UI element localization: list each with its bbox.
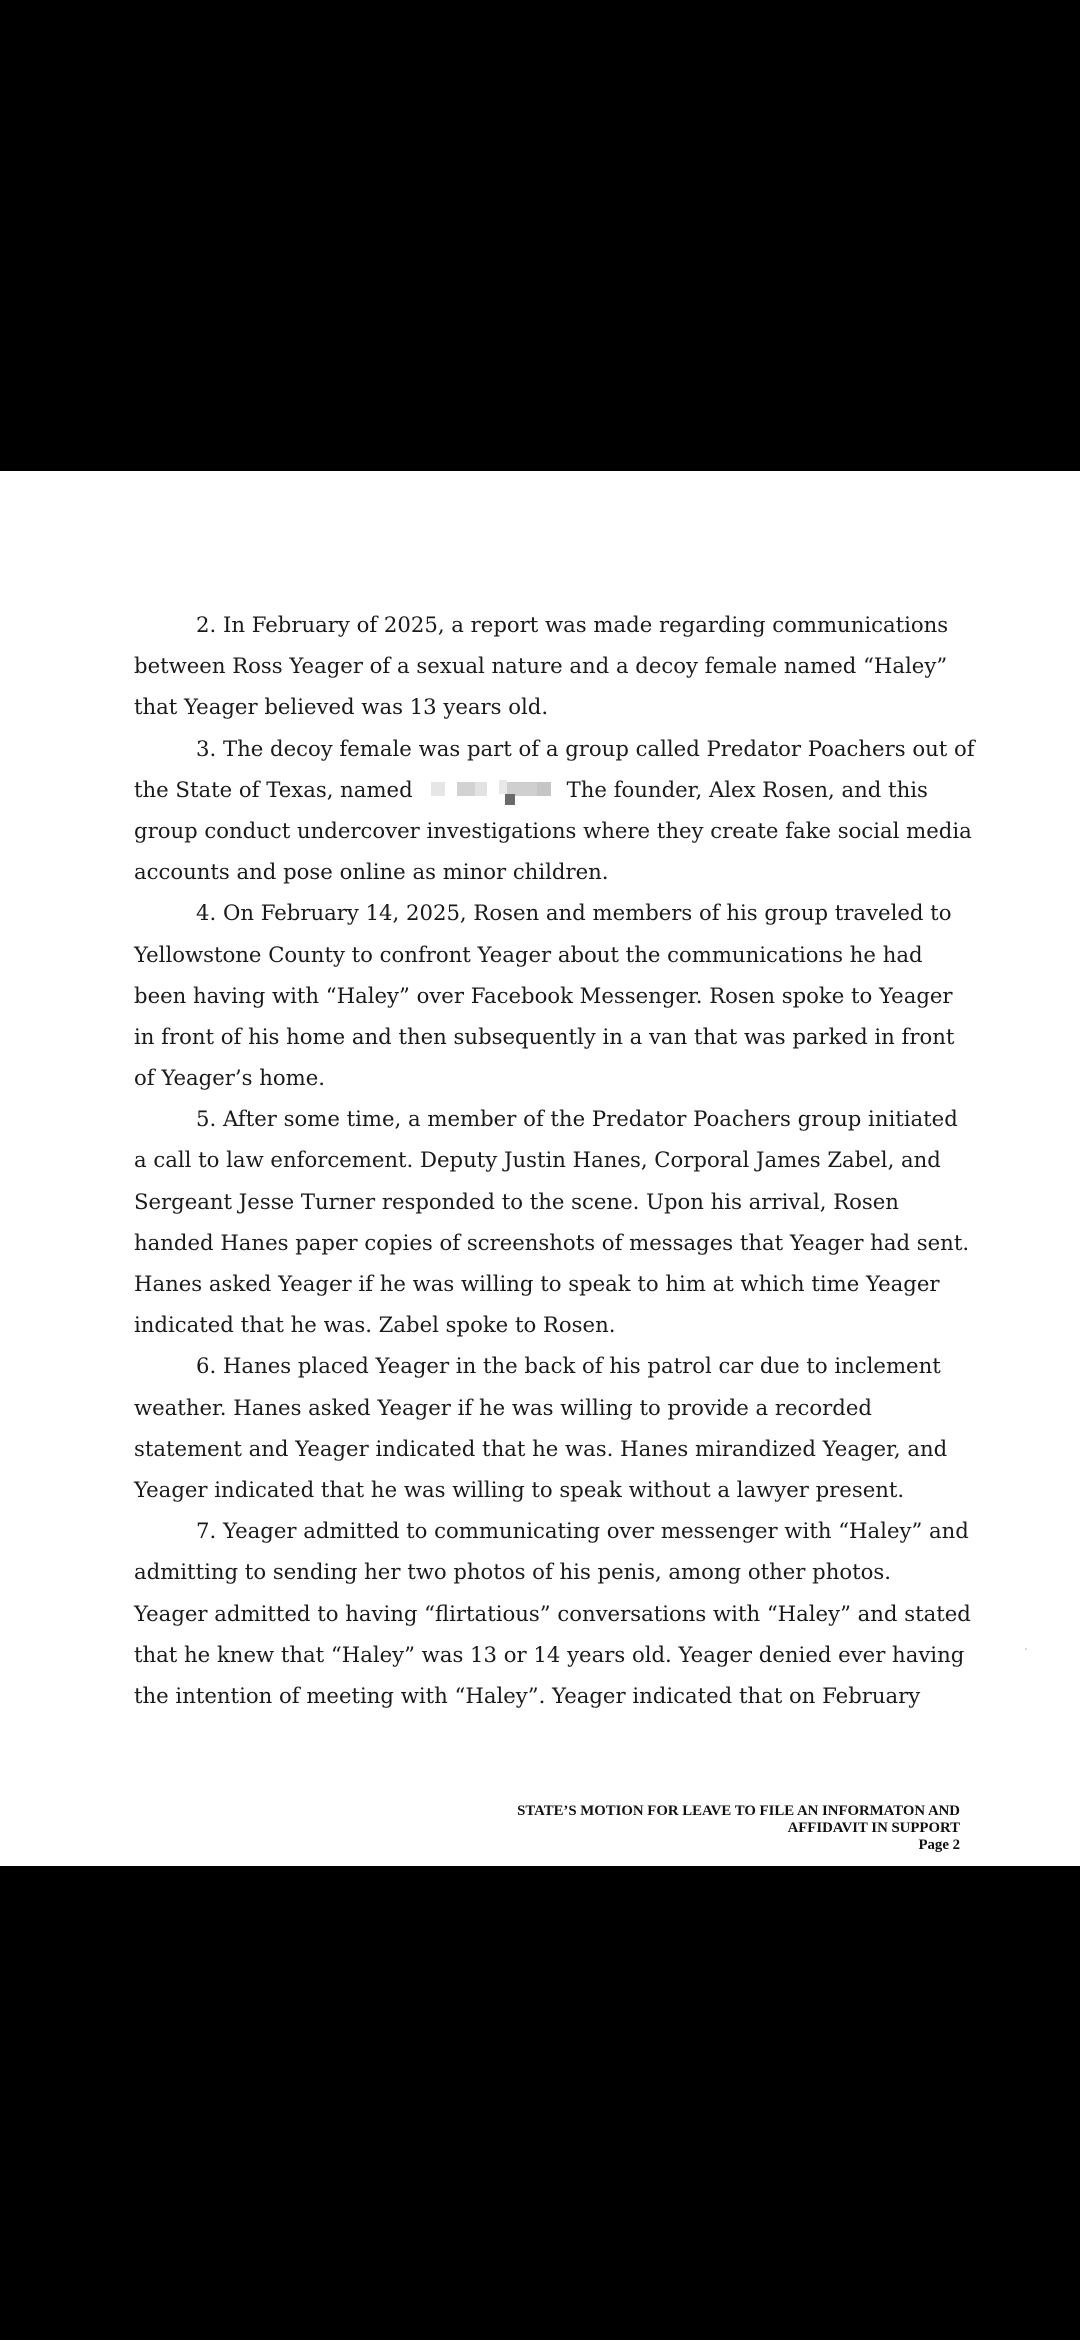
text-line: Yeager indicated that he was willing to speak without a lawyer present. (134, 1476, 905, 1502)
text-line: 3. The decoy female was part of a group called Predator Poachers out of (196, 735, 975, 761)
paragraph-2 (134, 604, 954, 728)
text-line: of Yeager’s home. (134, 1065, 325, 1091)
paragraph-3 (134, 728, 975, 893)
text-line: Sergeant Jesse Turner responded to the scene. Upon his arrival, Rosen (134, 1188, 899, 1214)
document-body (134, 604, 975, 1716)
text-line: indicated that he was. Zabel spoke to Rosen. (134, 1312, 616, 1338)
text-line: 4. On February 14, 2025, Rosen and members of his group traveled to (196, 900, 952, 926)
text-line: weather. Hanes asked Yeager if he was willing to provide a recorded (134, 1394, 872, 1420)
footer-title-line: AFFIDAVIT IN SUPPORT (787, 1820, 960, 1836)
text-line: a call to law enforcement. Deputy Justin Hanes, Corporal James Zabel, and (134, 1147, 941, 1173)
text-line: in front of his home and then subsequently in a van that was parked in front (134, 1023, 955, 1049)
text-line-with-redaction (134, 769, 954, 810)
page-number: Page 2 (918, 1837, 960, 1853)
text-segment: The founder, Alex Rosen, and this (566, 776, 928, 802)
text-line: Yeager admitted to having “flirtatious” conversations with “Haley” and stated (134, 1600, 971, 1626)
text-line: that Yeager believed was 13 years old. (134, 694, 549, 720)
paragraph-6 (134, 1345, 954, 1510)
scan-speck (1025, 1648, 1027, 1650)
text-line: that he knew that “Haley” was 13 or 14 years old. Yeager denied ever having (134, 1641, 965, 1667)
text-line: 2. In February of 2025, a report was made regarding communications (196, 612, 949, 637)
text-line: group conduct undercover investigations where they create fake social media (134, 817, 972, 843)
text-line: between Ross Yeager of a sexual nature and a decoy female named “Haley” (134, 653, 948, 679)
paragraph-5 (134, 1098, 970, 1345)
text-line: Hanes asked Yeager if he was willing to speak to him at which time Yeager (134, 1271, 940, 1296)
document-page (0, 471, 1080, 1866)
page-footer (517, 1803, 960, 1854)
text-line: 7. Yeager admitted to communicating over messenger with “Haley” and (196, 1518, 969, 1544)
footer-title-line: STATE’S MOTION FOR LEAVE TO FILE AN INFORMATON AND (517, 1803, 960, 1819)
text-line: been having with “Haley” over Facebook Messenger. Rosen spoke to Yeager (134, 982, 953, 1008)
text-line: handed Hanes paper copies of screenshots of messages that Yeager had sent. (134, 1229, 970, 1255)
text-segment: the State of Texas, named (134, 776, 413, 802)
text-line: admitting to sending her two photos of his penis, among other photos. (134, 1559, 891, 1585)
paragraph-7 (134, 1510, 971, 1716)
text-line: accounts and pose online as minor children. (134, 859, 609, 885)
text-line: statement and Yeager indicated that he was. Hanes mirandized Yeager, and (134, 1435, 948, 1461)
text-line: 5. After some time, a member of the Predator Poachers group initiated (196, 1106, 958, 1132)
redacted-name-block (413, 778, 563, 800)
text-line: 6. Hanes placed Yeager in the back of his patrol car due to inclement (196, 1353, 941, 1379)
text-line: the intention of meeting with “Haley”. Yeager indicated that on February (134, 1682, 921, 1708)
text-line: Yellowstone County to confront Yeager about the communications he had (134, 941, 923, 967)
paragraph-4 (134, 892, 954, 1098)
